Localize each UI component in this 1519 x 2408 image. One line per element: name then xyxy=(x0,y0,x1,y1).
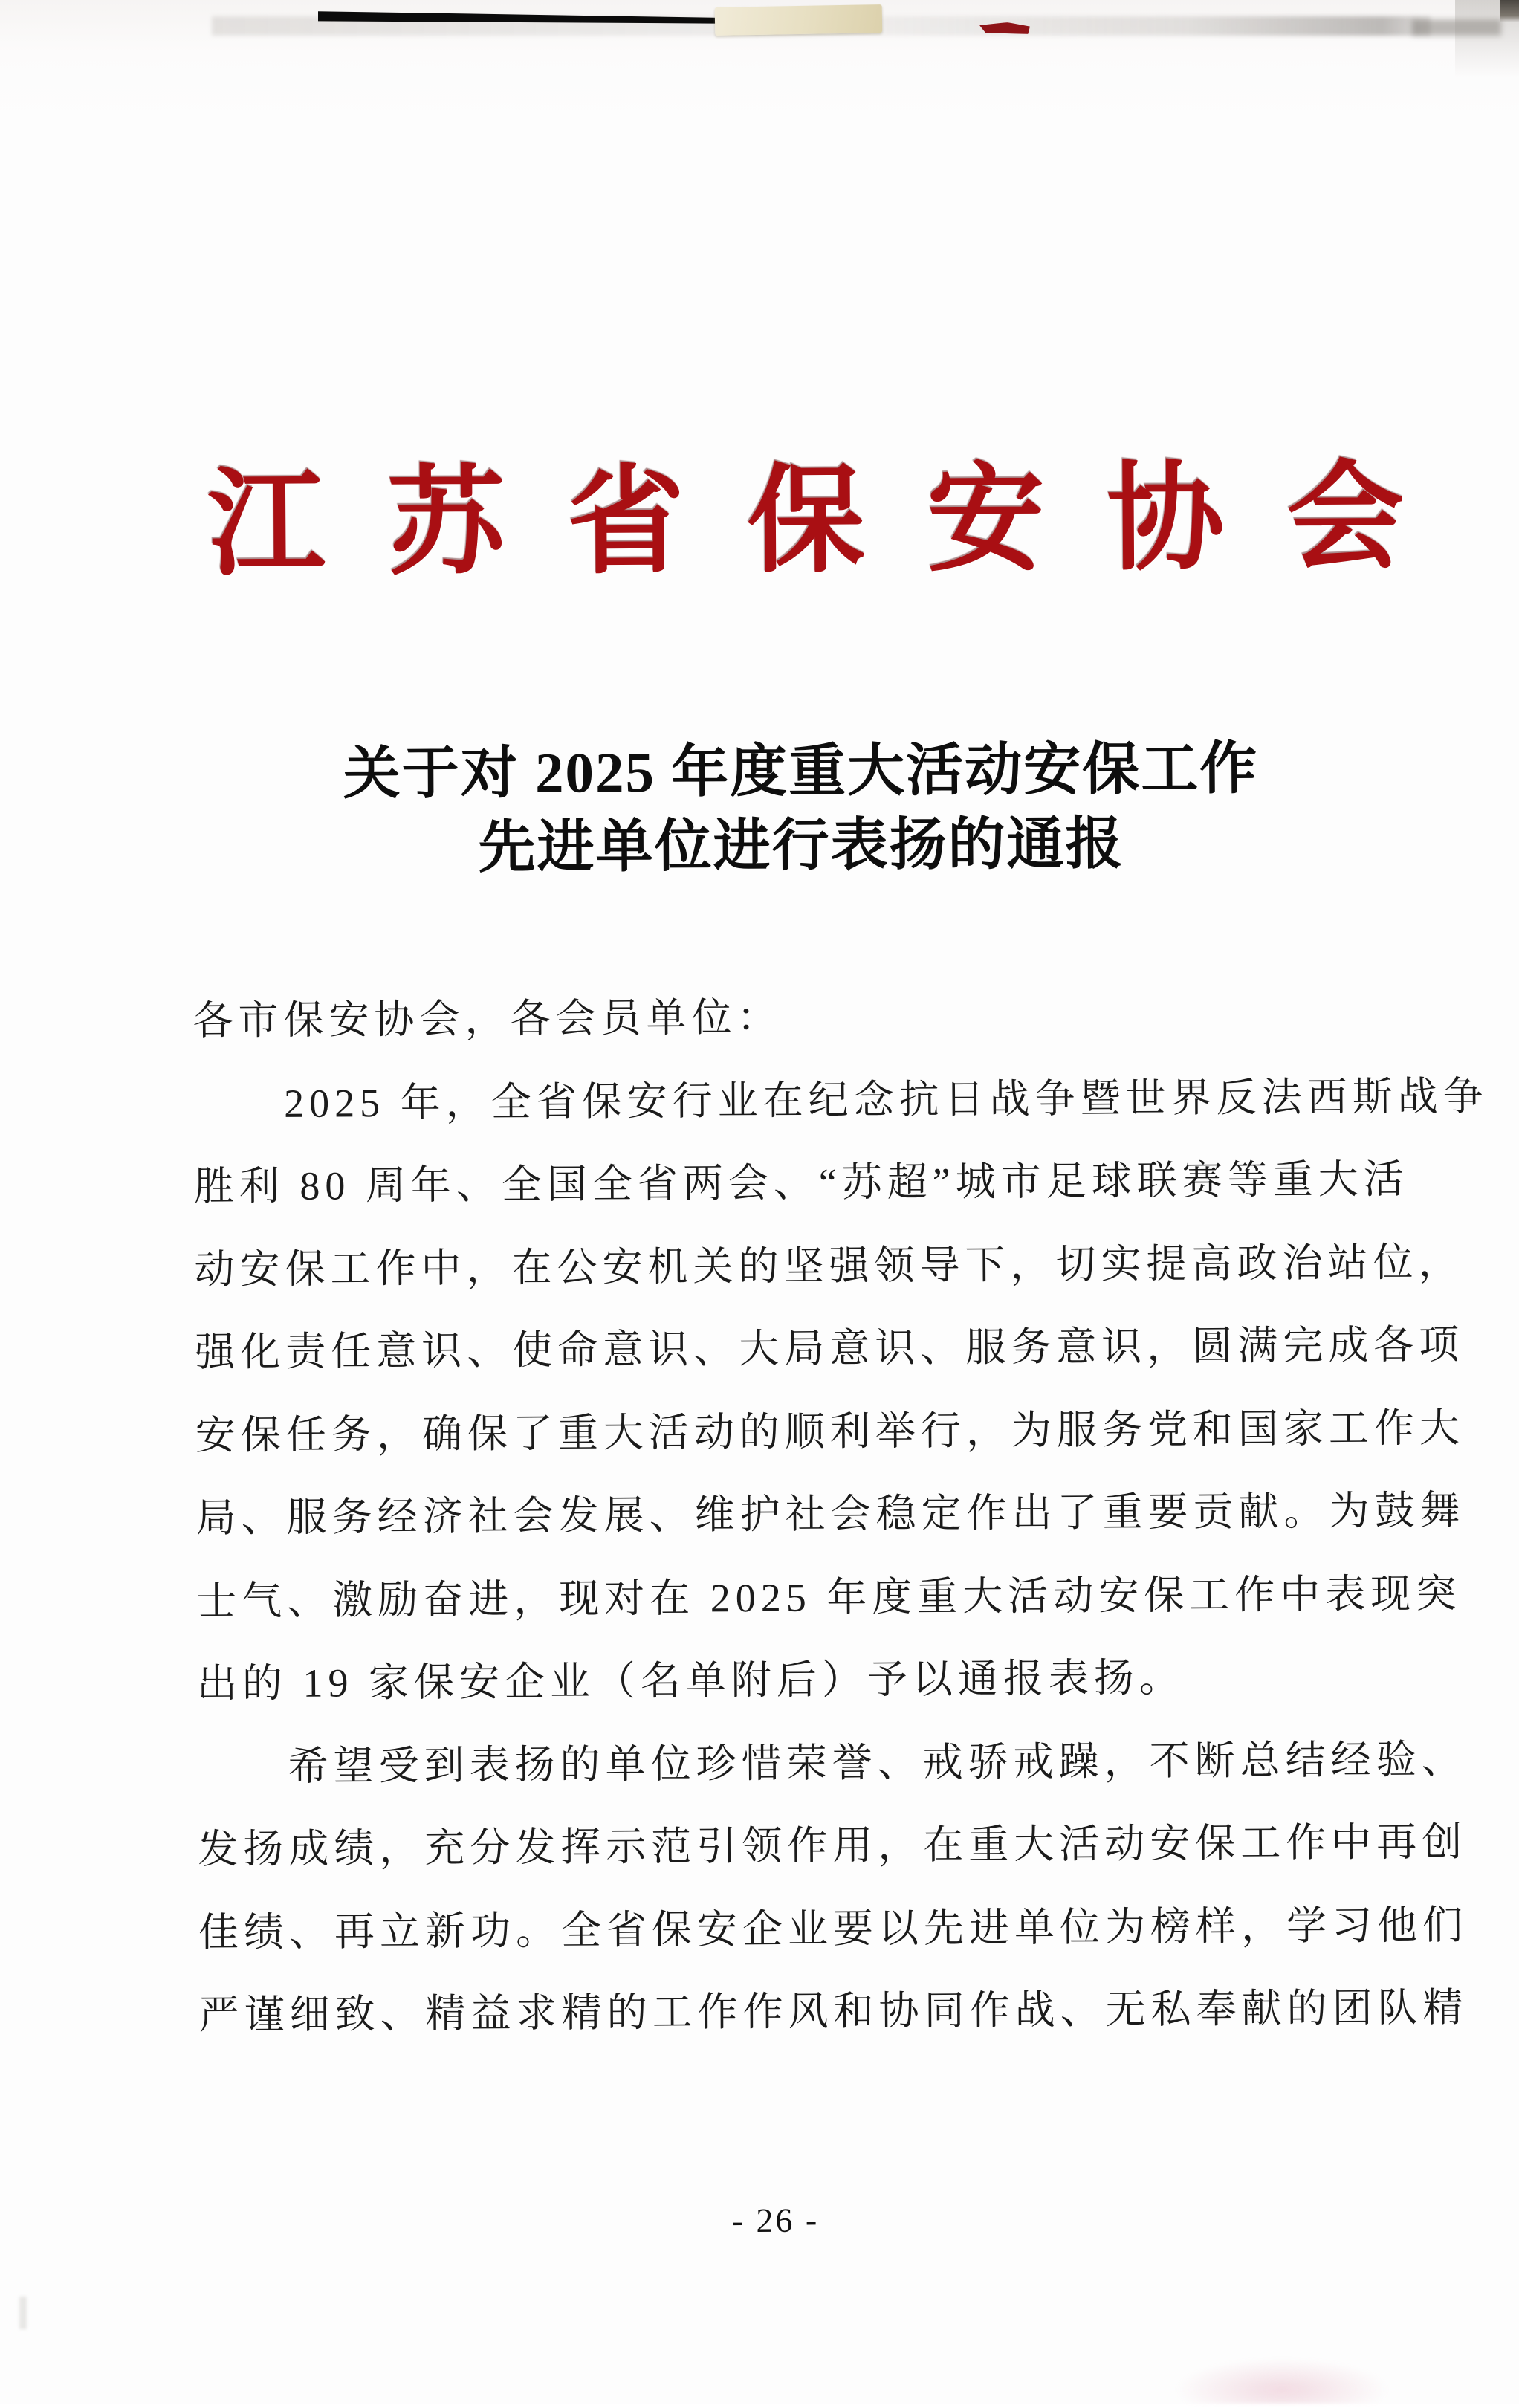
salutation-line: 各市保安协会，各会员单位： xyxy=(192,994,783,1043)
body-line: 动安保工作中，在公安机关的坚强领导下，切实提高政治站位， xyxy=(194,1239,1464,1292)
body-line: 胜利 80 周年、全国全省两会、“苏超”城市足球联赛等重大活 xyxy=(193,1156,1409,1209)
document-title-line2: 先进单位进行表扬的通报 xyxy=(478,811,1124,880)
body-line: 局、服务经济社会发展、维护社会稳定作出了重要贡献。为鼓舞 xyxy=(195,1488,1465,1541)
body-line: 出的 19 家保安企业（名单附后）予以通报表扬。 xyxy=(196,1655,1185,1706)
body-line: 希望受到表扬的单位珍惜荣誉、戒骄戒躁，不断总结经验、 xyxy=(288,1736,1467,1789)
letterhead-title: 江苏省保安协会 xyxy=(207,453,1467,591)
body-line: 安保任务，确保了重大活动的顺利举行，为服务党和国家工作大 xyxy=(195,1405,1465,1458)
document-body xyxy=(192,972,1489,2057)
page-number: - 26 - xyxy=(731,2201,820,2240)
body-line: 士气、激励奋进，现对在 2025 年度重大活动安保工作中表现突 xyxy=(196,1570,1462,1624)
body-line: 强化责任意识、使命意识、大局意识、服务意识，圆满完成各项 xyxy=(195,1322,1465,1375)
document-title-line1: 关于对 2025 年度重大活动安保工作 xyxy=(343,736,1259,806)
body-line: 严谨细致、精益求精的工作作风和协同作战、无私奉献的团队精 xyxy=(198,1985,1468,2038)
body-line: 2025 年，全省保安行业在纪念抗日战争暨世界反法西斯战争 xyxy=(284,1073,1489,1126)
body-line: 发扬成绩，充分发挥示范引领作用，在重大活动安保工作中再创 xyxy=(198,1819,1468,1872)
body-line: 佳绩、再立新功。全省保安企业要以先进单位为榜样，学习他们 xyxy=(198,1902,1468,1955)
document-title xyxy=(191,731,1410,887)
